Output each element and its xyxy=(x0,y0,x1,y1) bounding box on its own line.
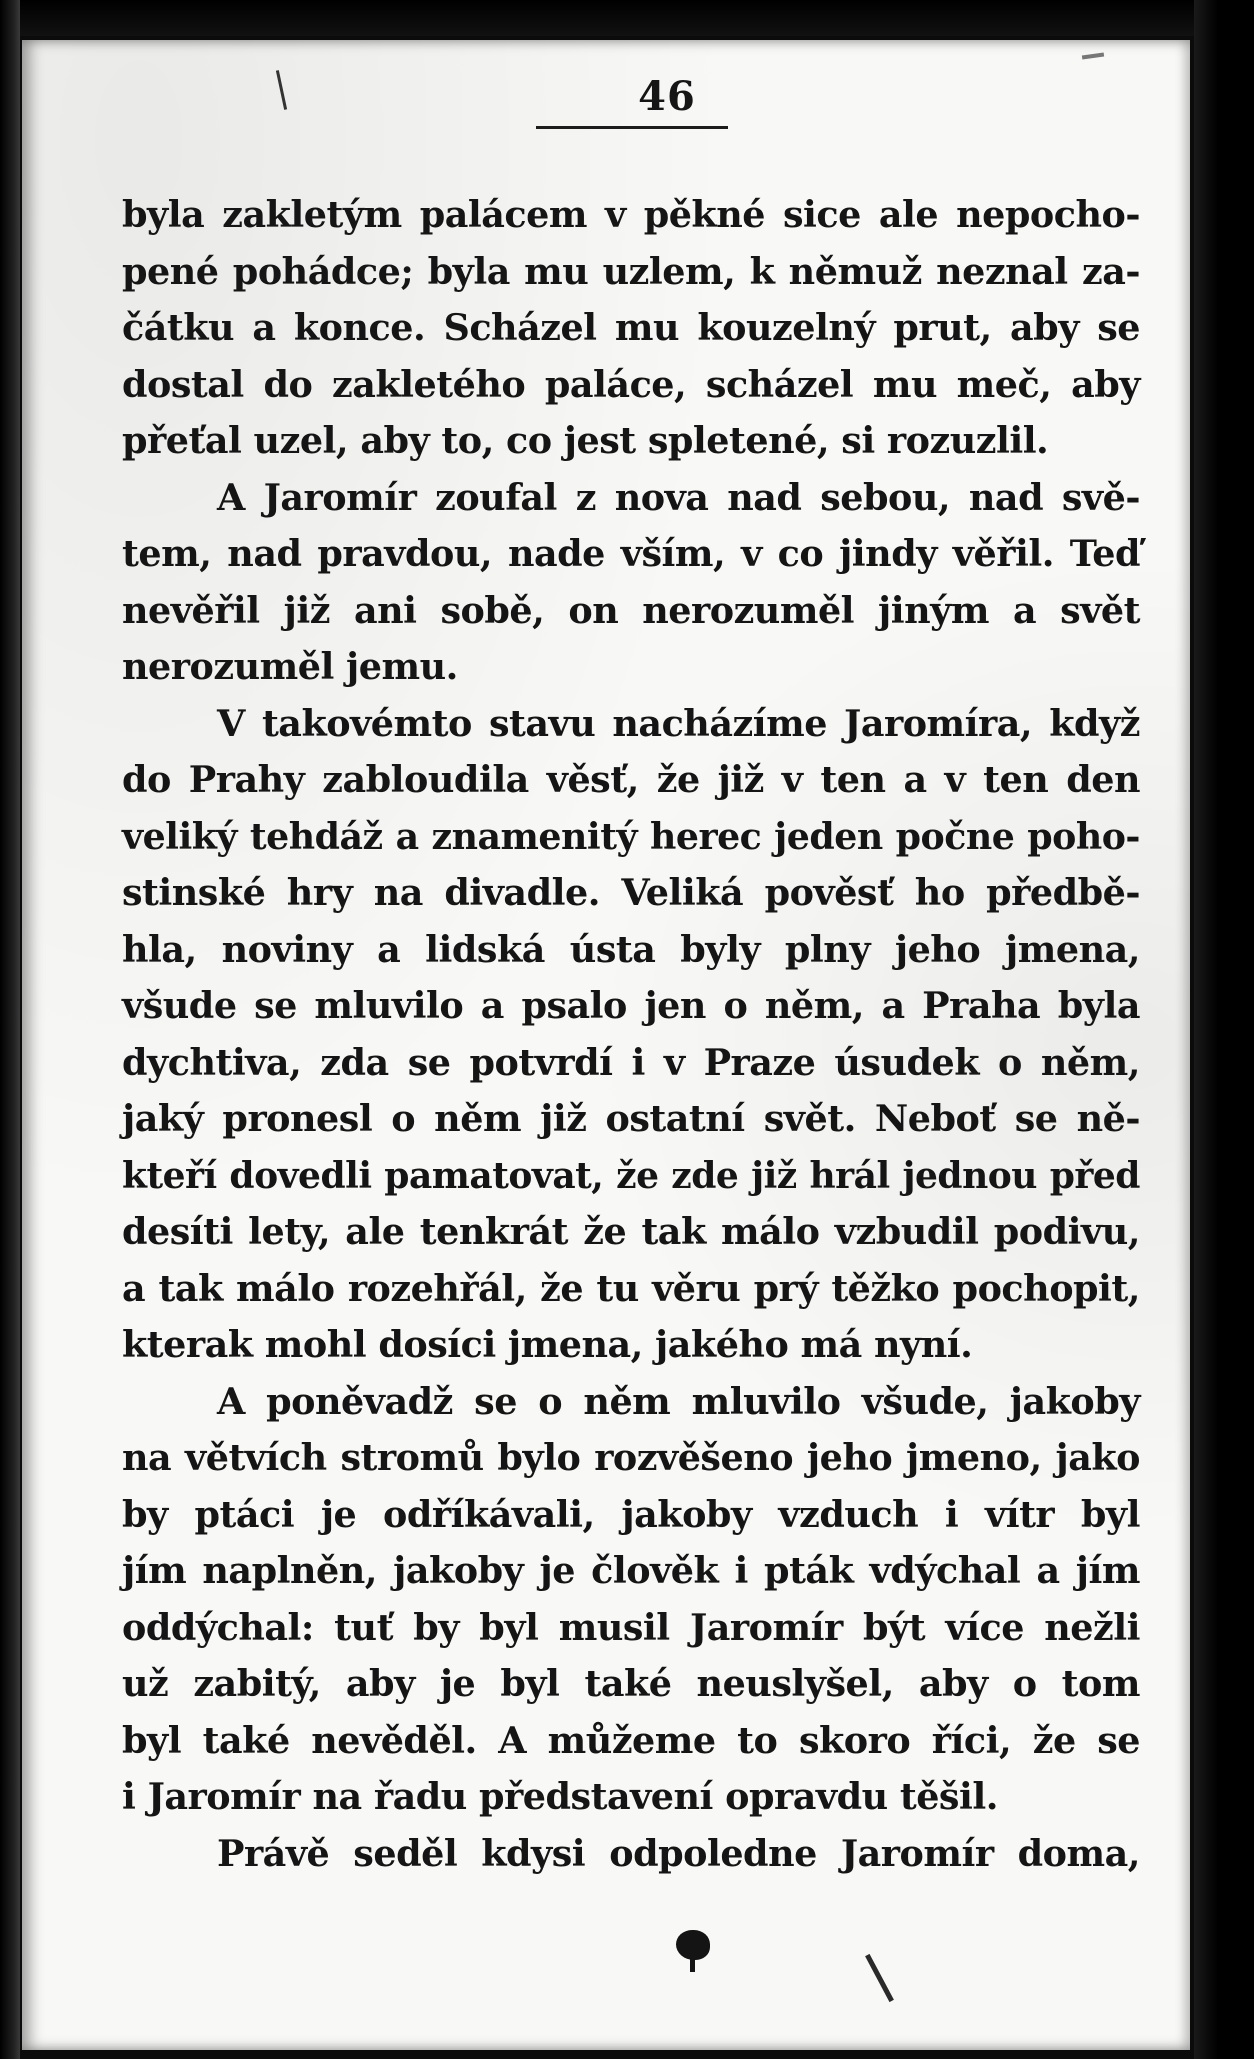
stray-mark xyxy=(1082,52,1104,59)
text-line: byl také nevěděl. A můžeme to skoro říci, že se xyxy=(122,1718,1140,1762)
text-line: jaký pronesl o něm již ostatní svět. Neboť se ně- xyxy=(122,1097,1140,1140)
page-number: 46 xyxy=(638,73,696,120)
page-number-rule xyxy=(536,126,728,129)
text-line: dychtiva, zda se potvrdí i v Praze úsudek o něm, xyxy=(122,1040,1140,1084)
text-line: kteří dovedli pamatovat, že zde již hrál jednou před xyxy=(122,1154,1140,1197)
text-line: desíti lety, ale tenkrát že tak málo vzbudil podivu, xyxy=(122,1210,1140,1253)
text-line: přeťal uzel, aby to, co jest spletené, si rozuzlil. xyxy=(122,419,1049,462)
top-shadow-band xyxy=(0,0,1254,36)
text-line: i Jaromír na řadu představení opravdu těšil. xyxy=(122,1775,998,1818)
text-line: nerozuměl jemu. xyxy=(122,645,458,688)
text-line: veliký tehdáž a znamenitý herec jeden počne poho- xyxy=(122,814,1140,858)
text-line: A poněvadž se o něm mluvilo všude, jakoby xyxy=(217,1379,1140,1423)
text-line: tem, nad pravdou, nade vším, v co jindy věřil. Teď xyxy=(122,532,1140,575)
text-line: pené pohádce; byla mu uzlem, k němuž neznal za- xyxy=(122,249,1140,293)
ink-stroke xyxy=(865,1954,894,2002)
ink-blot xyxy=(676,1930,710,1960)
text-line: na větvích stromů bylo rozvěšeno jeho jmeno, jako xyxy=(122,1436,1140,1479)
text-line: by ptáci je odříkávali, jakoby vzduch i vítr byl xyxy=(122,1492,1140,1536)
text-line: V takovémto stavu nacházíme Jaromíra, když xyxy=(217,701,1140,745)
text-line: hla, noviny a lidská ústa byly plny jeho jmena, xyxy=(122,927,1140,971)
text-line: oddýchal: tuť by byl musil Jaromír být více nežli xyxy=(122,1605,1140,1649)
text-line: už zabitý, aby je byl také neuslyšel, aby o tom xyxy=(122,1662,1140,1705)
book-page xyxy=(22,40,1190,2050)
text-line: byla zakletým palácem v pěkné sice ale nepocho- xyxy=(122,193,1140,236)
text-line: A Jaromír zoufal z nova nad sebou, nad svě- xyxy=(217,475,1140,519)
right-edge-shadow xyxy=(1194,0,1254,2059)
text-line: všude se mluvilo a psalo jen o něm, a Praha byla xyxy=(122,984,1140,1027)
left-edge-shadow xyxy=(0,0,20,2059)
text-line: dostal do zakletého paláce, scházel mu meč, aby xyxy=(122,362,1140,406)
stray-mark xyxy=(276,70,287,110)
text-line: do Prahy zabloudila věsť, že již v ten a v ten den xyxy=(122,758,1140,801)
text-line: nevěřil již ani sobě, on nerozuměl jiným a svět xyxy=(122,588,1140,632)
text-line: stinské hry na divadle. Veliká pověsť ho předbě- xyxy=(122,871,1140,914)
text-line: a tak málo rozehřál, že tu věru prý těžko pochopit, xyxy=(122,1266,1140,1310)
text-line: jím naplněn, jakoby je člověk i pták vdýchal a jím xyxy=(122,1549,1140,1592)
text-line: Právě seděl kdysi odpoledne Jaromír doma, xyxy=(217,1831,1140,1875)
text-line: čátku a konce. Scházel mu kouzelný prut, aby se xyxy=(122,306,1140,349)
body-text xyxy=(122,187,1140,1882)
text-line: kterak mohl dosíci jmena, jakého má nyní. xyxy=(122,1323,973,1366)
